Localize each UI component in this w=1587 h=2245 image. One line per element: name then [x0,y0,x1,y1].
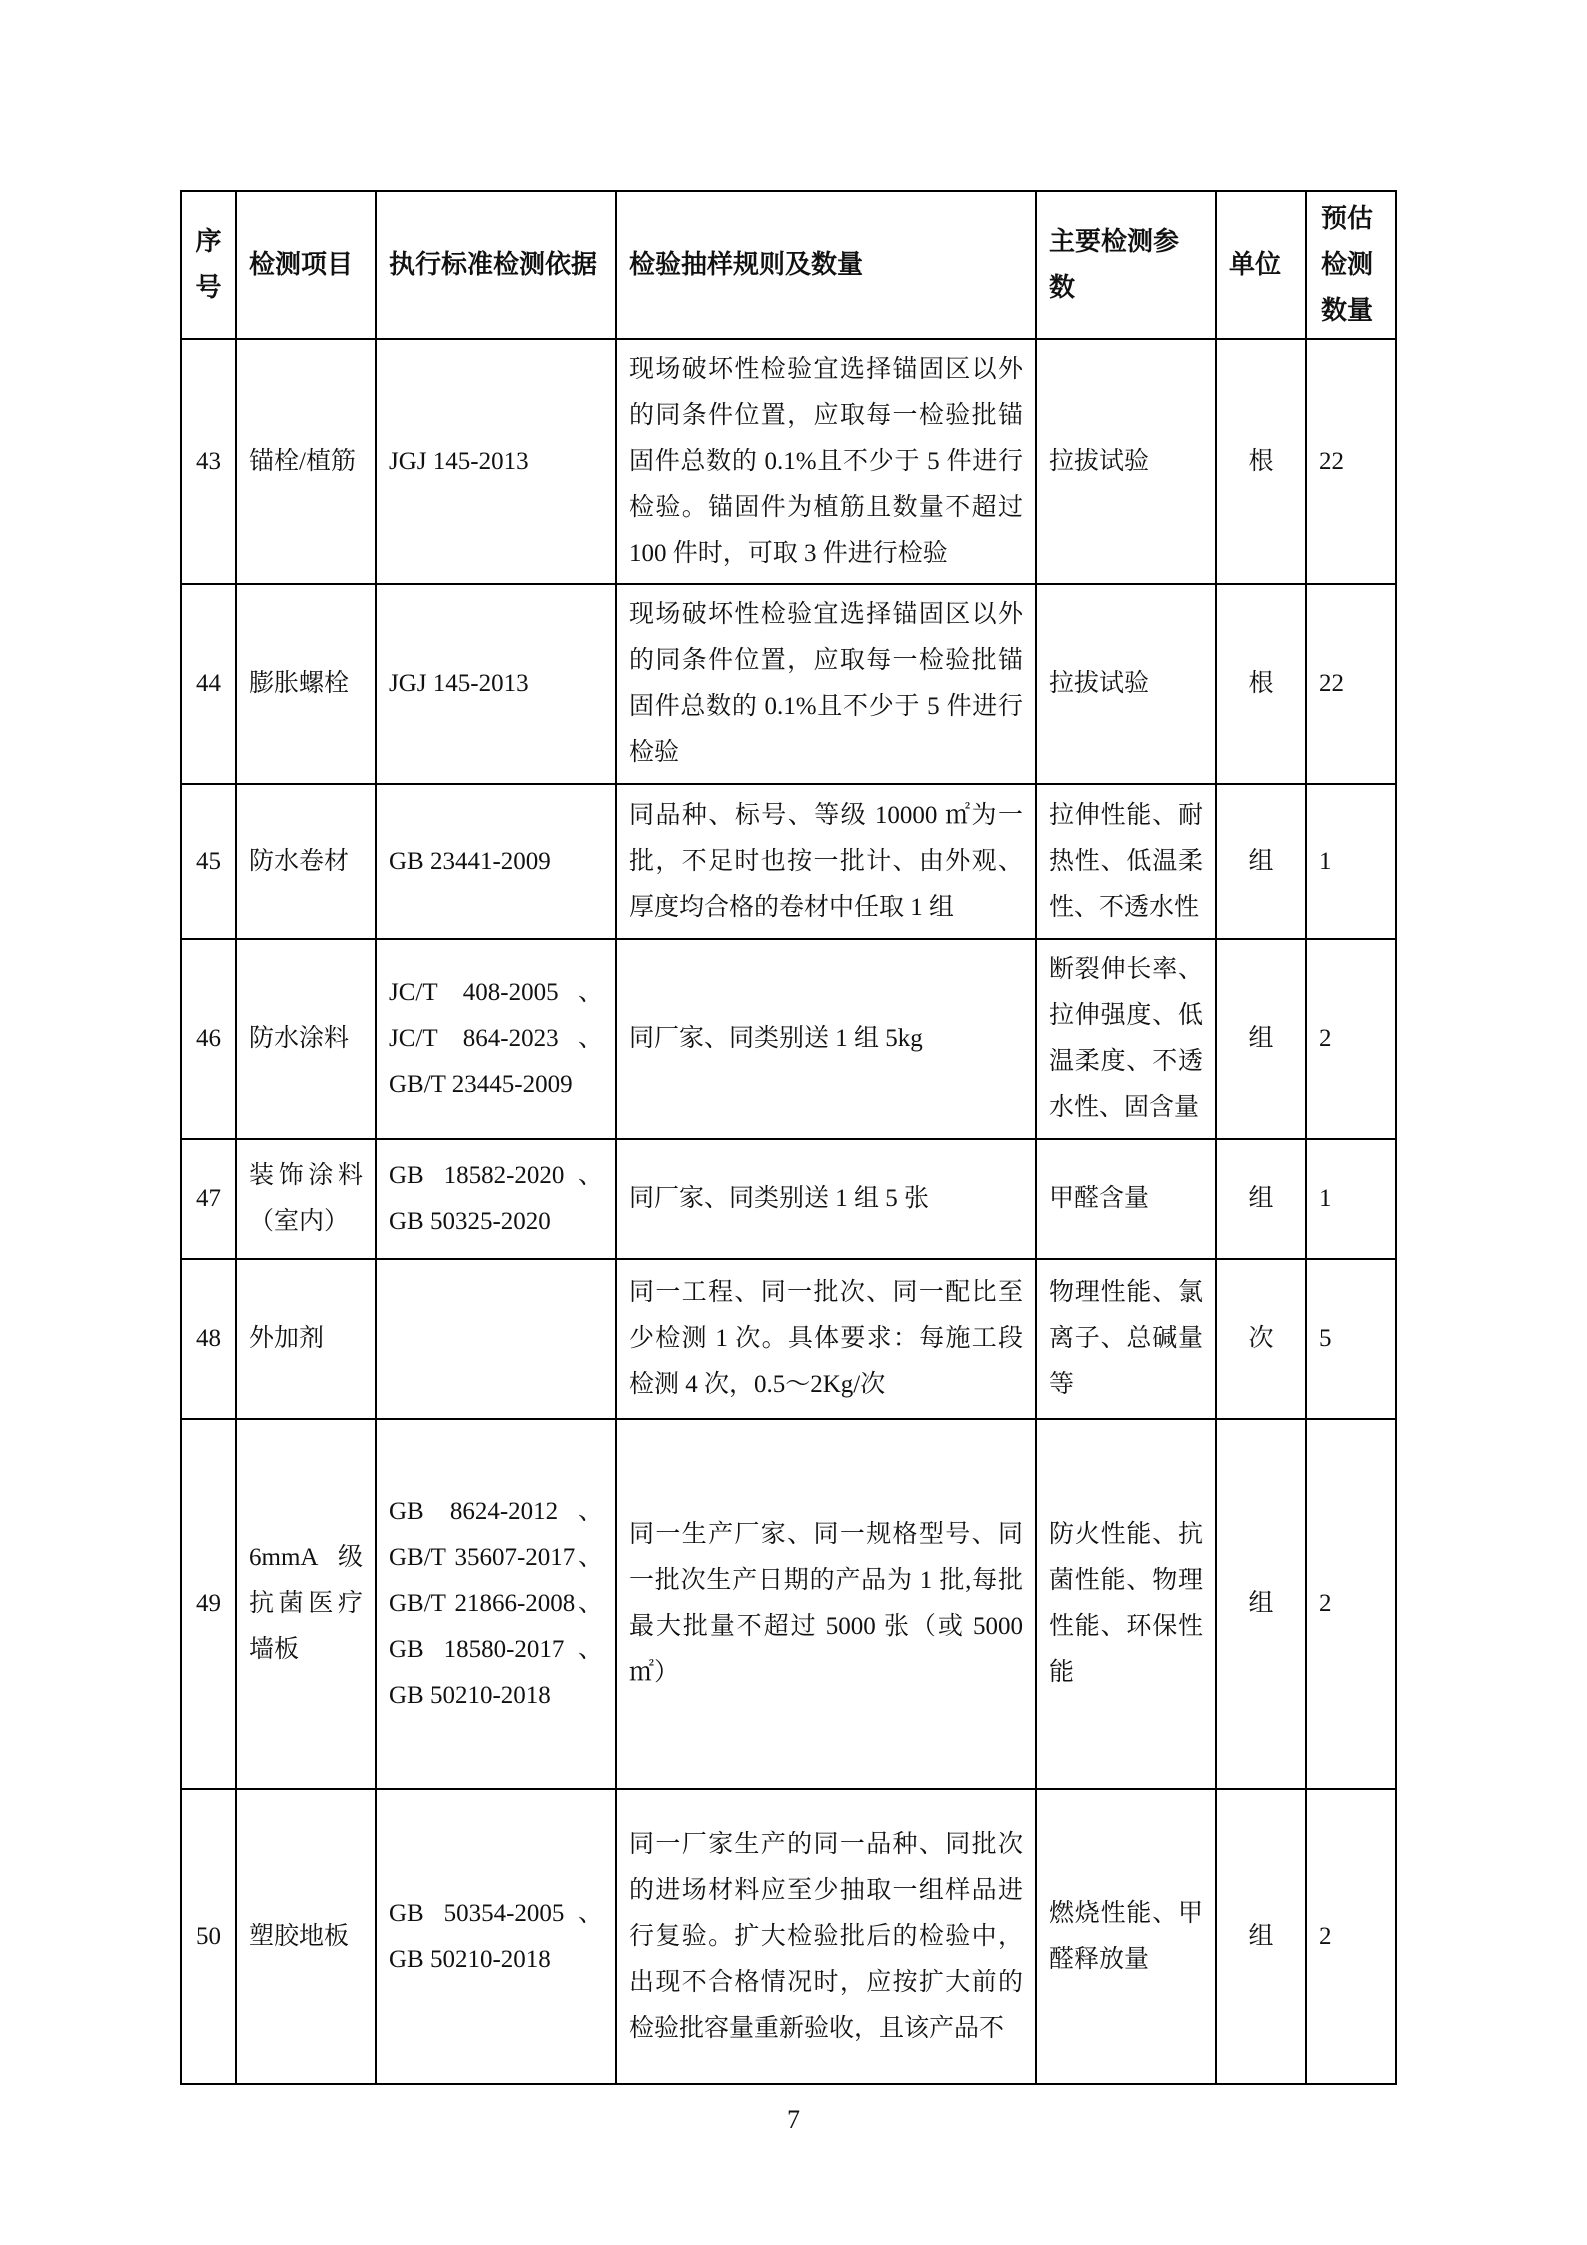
table-row [181,939,1396,1139]
cell-item: 外加剂 [236,1259,376,1419]
cell-serial: 43 [181,339,236,584]
cell-quantity: 2 [1306,939,1396,1139]
cell-item: 膨胀螺栓 [236,584,376,784]
cell-serial: 47 [181,1139,236,1259]
cell-parameters: 拉拔试验 [1036,584,1216,784]
header-test-item: 检测项目 [236,191,376,339]
cell-standard: GB 18582-2020、GB 50325-2020 [376,1139,616,1259]
header-main-parameters: 主要检测参数 [1036,191,1216,339]
table-row [181,1259,1396,1419]
cell-parameters: 断裂伸长率、拉伸强度、低温柔度、不透水性、固含量 [1036,939,1216,1139]
cell-sampling: 同一厂家生产的同一品种、同批次的进场材料应至少抽取一组样品进行复验。扩大检验批后的检验中，出现不合格情况时，应按扩大前的检验批容量重新验收，且该产品不 [616,1789,1036,2084]
cell-serial: 48 [181,1259,236,1419]
table-row [181,339,1396,584]
cell-unit: 组 [1216,939,1306,1139]
header-serial-number: 序号 [181,191,236,339]
cell-parameters: 拉伸性能、耐热性、低温柔性、不透水性 [1036,784,1216,939]
header-sampling-rules: 检验抽样规则及数量 [616,191,1036,339]
table-row [181,1139,1396,1259]
cell-standard: GB 50354-2005、GB 50210-2018 [376,1789,616,2084]
cell-item: 锚栓/植筋 [236,339,376,584]
cell-standard: JC/T 408-2005、JC/T 864-2023、GB/T 23445-2009 [376,939,616,1139]
cell-item: 防水涂料 [236,939,376,1139]
cell-unit: 次 [1216,1259,1306,1419]
cell-unit: 根 [1216,339,1306,584]
inspection-items-table [180,190,1397,2085]
cell-serial: 46 [181,939,236,1139]
cell-quantity: 22 [1306,339,1396,584]
cell-standard: JGJ 145-2013 [376,339,616,584]
cell-serial: 44 [181,584,236,784]
table-row [181,584,1396,784]
cell-quantity: 1 [1306,1139,1396,1259]
cell-item: 装饰涂料（室内） [236,1139,376,1259]
cell-quantity: 2 [1306,1419,1396,1789]
cell-serial: 49 [181,1419,236,1789]
cell-parameters: 甲醛含量 [1036,1139,1216,1259]
cell-standard: JGJ 145-2013 [376,584,616,784]
cell-item: 塑胶地板 [236,1789,376,2084]
header-estimated-quantity: 预估检测数量 [1306,191,1396,339]
cell-standard: GB 23441-2009 [376,784,616,939]
table-header-row [181,191,1396,339]
cell-serial: 45 [181,784,236,939]
cell-quantity: 2 [1306,1789,1396,2084]
cell-sampling: 同厂家、同类别送 1 组 5kg [616,939,1036,1139]
cell-item: 6mmA 级抗菌医疗墙板 [236,1419,376,1789]
cell-quantity: 5 [1306,1259,1396,1419]
table-row [181,1419,1396,1789]
cell-sampling: 同品种、标号、等级 10000 ㎡为一批，不足时也按一批计、由外观、厚度均合格的卷材中任取 1 组 [616,784,1036,939]
cell-standard [376,1259,616,1419]
cell-parameters: 物理性能、氯离子、总碱量等 [1036,1259,1216,1419]
cell-unit: 组 [1216,1419,1306,1789]
cell-parameters: 拉拔试验 [1036,339,1216,584]
table-row [181,1789,1396,2084]
cell-item: 防水卷材 [236,784,376,939]
cell-unit: 根 [1216,584,1306,784]
cell-quantity: 22 [1306,584,1396,784]
page-number: 7 [787,2105,800,2134]
cell-sampling: 同一工程、同一批次、同一配比至少检测 1 次。具体要求：每施工段检测 4 次，0.5～2Kg/次 [616,1259,1036,1419]
cell-sampling: 现场破坏性检验宜选择锚固区以外的同条件位置，应取每一检验批锚固件总数的 0.1%且不少于 5 件进行检验 [616,584,1036,784]
header-standard-basis: 执行标准检测依据 [376,191,616,339]
cell-serial: 50 [181,1789,236,2084]
cell-parameters: 燃烧性能、甲醛释放量 [1036,1789,1216,2084]
cell-unit: 组 [1216,784,1306,939]
cell-parameters: 防火性能、抗菌性能、物理性能、环保性能 [1036,1419,1216,1789]
cell-quantity: 1 [1306,784,1396,939]
header-unit: 单位 [1216,191,1306,339]
cell-unit: 组 [1216,1789,1306,2084]
cell-unit: 组 [1216,1139,1306,1259]
cell-standard: GB 8624-2012、GB/T 35607-2017、GB/T 21866-2008、GB 18580-2017、GB 50210-2018 [376,1419,616,1789]
cell-sampling: 同厂家、同类别送 1 组 5 张 [616,1139,1036,1259]
table-row [181,784,1396,939]
cell-sampling: 同一生产厂家、同一规格型号、同一批次生产日期的产品为 1 批,每批最大批量不超过 5000 张（或 5000 ㎡） [616,1419,1036,1789]
cell-sampling: 现场破坏性检验宜选择锚固区以外的同条件位置，应取每一检验批锚固件总数的 0.1%且不少于 5 件进行检验。锚固件为植筋且数量不超过 100 件时，可取 3 件进行检验 [616,339,1036,584]
